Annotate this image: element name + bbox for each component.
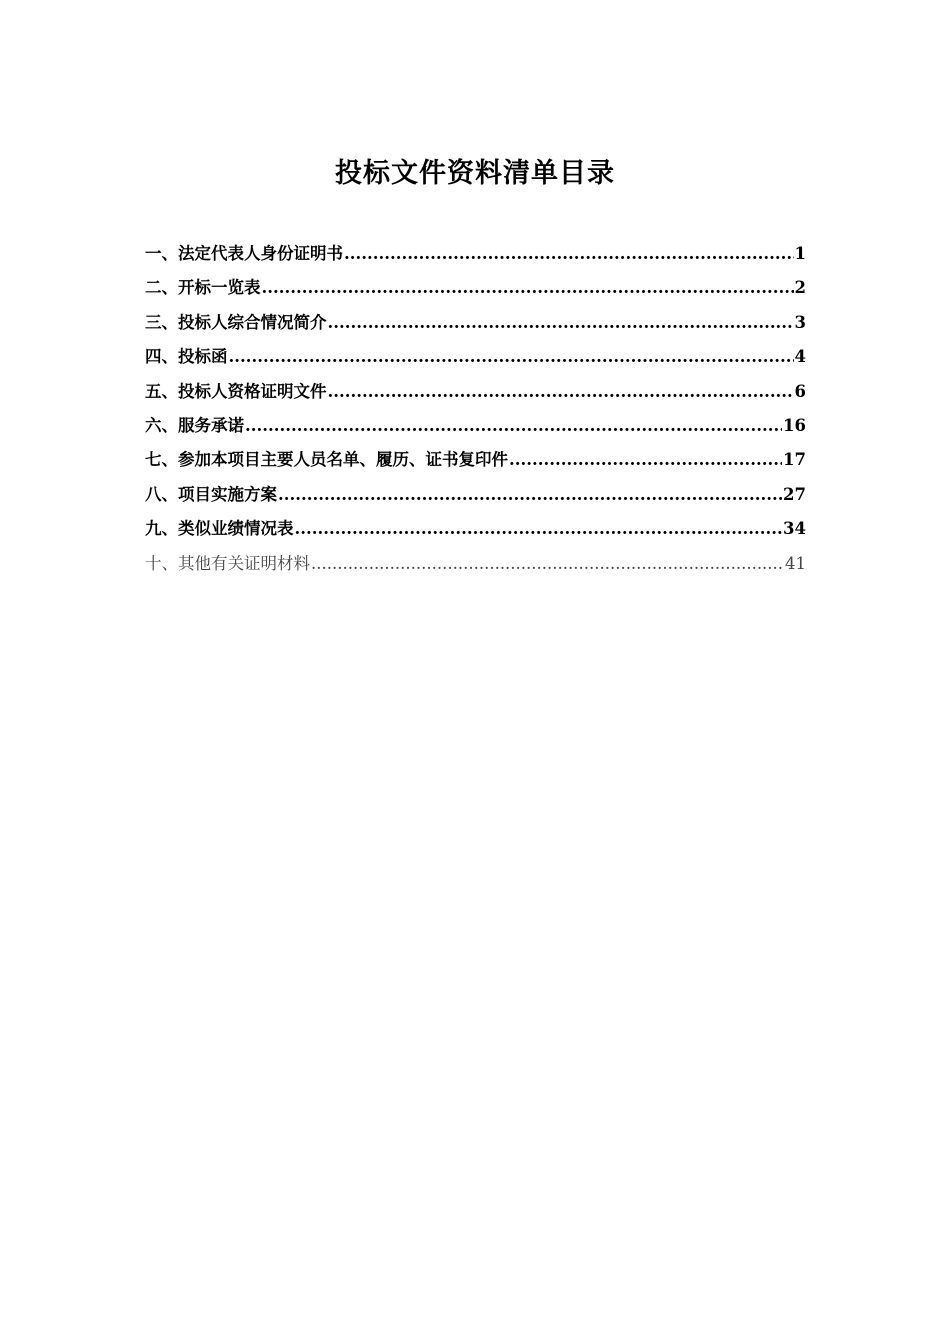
toc-dot-leader <box>278 481 782 509</box>
toc-entry[interactable] <box>145 309 806 343</box>
toc-entry-label: 五、投标人资格证明文件 <box>145 381 327 401</box>
toc-entry-label: 三、投标人综合情况简介 <box>145 312 327 332</box>
toc-dot-leader <box>509 446 782 474</box>
toc-dot-leader <box>344 240 794 268</box>
toc-entry[interactable] <box>145 274 806 308</box>
toc-entry-page: 34 <box>783 519 806 539</box>
toc-entry-page: 41 <box>785 553 806 573</box>
toc-entry[interactable] <box>145 550 806 584</box>
toc-entry-page: 17 <box>783 450 806 470</box>
toc-entry-label: 七、参加本项目主要人员名单、履历、证书复印件 <box>145 450 508 470</box>
toc-entry[interactable] <box>145 240 806 274</box>
toc-entry-label: 九、类似业绩情况表 <box>145 519 294 539</box>
toc-entry[interactable] <box>145 378 806 412</box>
toc-entry[interactable] <box>145 446 806 480</box>
toc-entry-page: 1 <box>794 244 806 263</box>
page-title: 投标文件资料清单目录 <box>335 158 615 189</box>
toc-dot-leader <box>295 515 783 543</box>
toc-dot-leader <box>311 550 784 578</box>
toc-entry-label: 十、其他有关证明材料 <box>145 553 310 573</box>
toc-entry-page: 27 <box>783 484 806 504</box>
toc-entry[interactable] <box>145 515 806 549</box>
table-of-contents <box>145 240 806 584</box>
toc-entry[interactable] <box>145 412 806 446</box>
toc-entry[interactable] <box>145 481 806 515</box>
toc-entry-label: 六、服务承诺 <box>145 415 244 435</box>
toc-dot-leader <box>328 309 794 337</box>
toc-dot-leader <box>262 274 794 302</box>
toc-entry-page: 3 <box>794 312 806 332</box>
toc-entry-page: 6 <box>794 381 806 401</box>
toc-entry-label: 四、投标函 <box>145 347 228 367</box>
toc-entry-label: 二、开标一览表 <box>145 278 261 298</box>
toc-entry-page: 2 <box>794 278 806 298</box>
toc-dot-leader <box>245 412 782 440</box>
toc-entry[interactable] <box>145 343 806 377</box>
toc-dot-leader <box>328 378 794 406</box>
toc-entry-label: 八、项目实施方案 <box>145 484 277 504</box>
toc-entry-page: 16 <box>783 415 806 435</box>
toc-dot-leader <box>229 343 794 371</box>
toc-entry-label: 一、法定代表人身份证明书 <box>145 244 343 263</box>
toc-entry-page: 4 <box>794 347 806 367</box>
